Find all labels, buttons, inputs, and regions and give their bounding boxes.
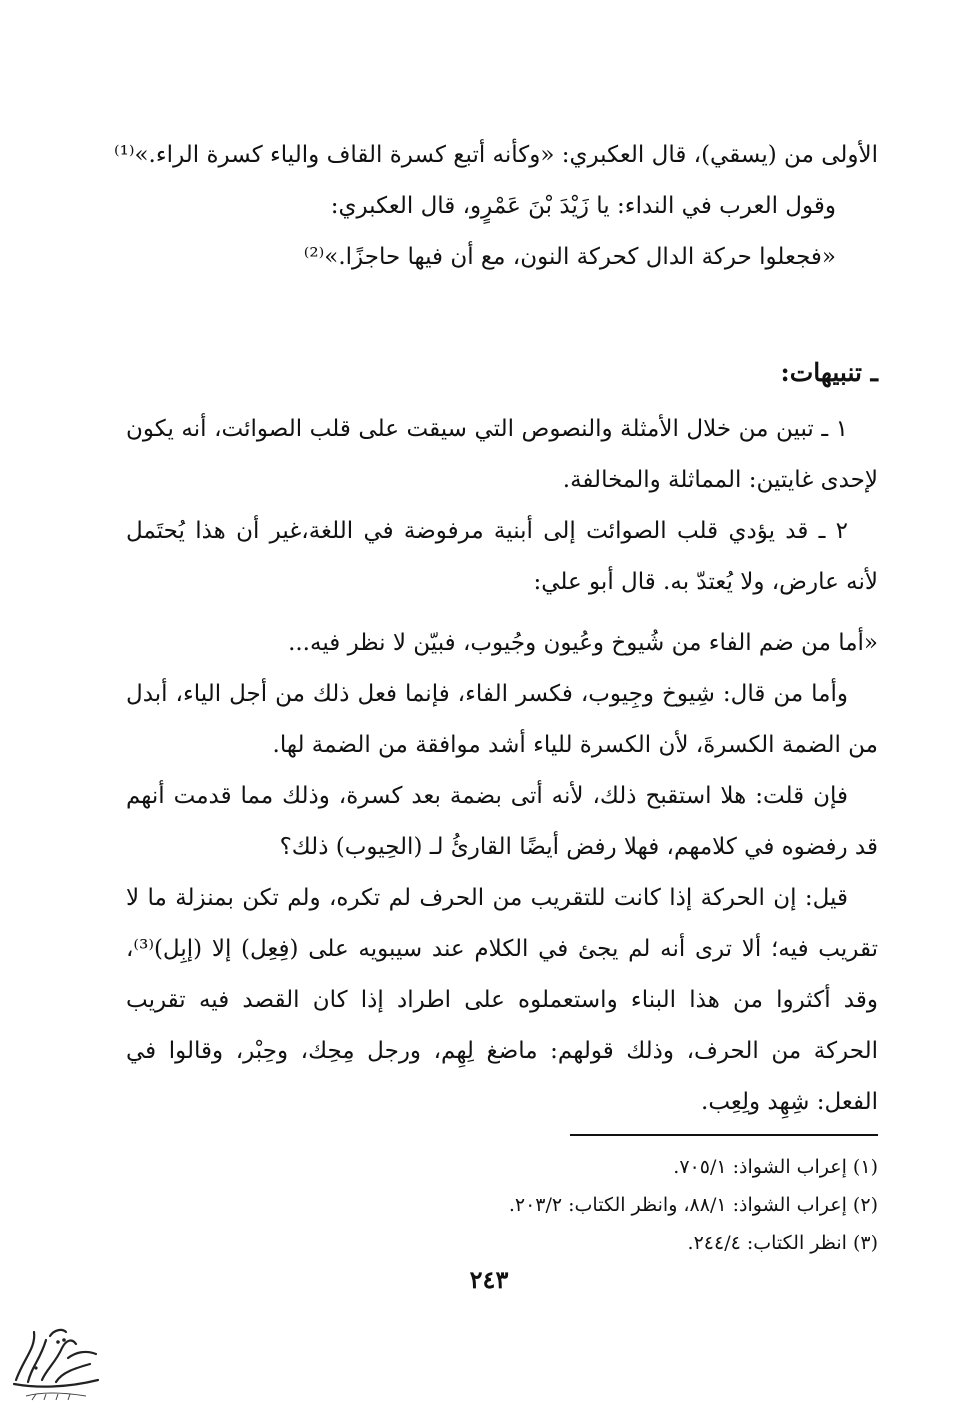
intro-line-2: وقول العرب في النداء: يا زَيْدَ بْنَ عَمْرٍو، قال العكبري: [330,193,836,219]
footnote-separator [570,1134,878,1136]
footnote-1: (١) إعراب الشواذ: ٧٠٥/١. [673,1156,878,1178]
paragraph-1: وأما من قال: شِيوخ وجِيوب، فكسر الفاء، فإنما فعل ذلك من أجل الياء، أبدل من الضمة الكسرةَ، لأن الكسرة للياء أشد موافقة من الضمة لها. [126,681,878,758]
footnotes [126,1148,878,1262]
calligraphic-stamp-icon [6,1318,104,1406]
paragraph-2: فإن قلت: هلا استقبح ذلك، لأنه أتى بضمة بعد كسرة، وذلك مما قدمت أنهم قد رفضوه في كلامهم، فهلا رفض أيضًا القارئُ لـ (الحِيوب) ذلك؟ [126,783,878,860]
quote-line: «أما من ضم الفاء من شُيوخ وعُيون وجُيوب، فبيّن لا نظر فيه... [288,630,878,656]
footnote-2: (٢) إعراب الشواذ: ٨٨/١، وانظر الكتاب: ٢٠٣/٢. [508,1194,878,1216]
paragraph-3: قيل: إن الحركة إذا كانت للتقريب من الحرف لم تكره، ولم تكن بمنزلة ما لا تقريب فيه؛ ألا ترى أنه لم يجئ في الكلام عند سيبويه على (فِعِل) إلا (إبِل)⁽³⁾، وقد أكثروا من هذا البناء واستعملوه على اطراد إذا كان القصد فيه تقريب الحركة من الحرف، وذلك قولهم: ماضغ لِهِم، ورجل مِحِك، وحِبْر، وقالوا في الفعل: شِهِد ولِعِب. [126,885,878,1115]
footnote-3: (٣) انظر الكتاب: ٢٤٤/٤. [687,1232,878,1254]
intro-line-1: الأولى من (يسقي)، قال العكبري: «وكأنه أتبع كسرة القاف والياء كسرة الراء.»⁽¹⁾ [113,142,878,168]
note-2: ٢ ـ قد يؤدي قلب الصوائت إلى أبنية مرفوضة في اللغة،غير أن هذا يُحتَمل لأنه عارض، ولا يُعتدّ به. قال أبو علي: [126,518,878,595]
intro-line-3: «فجعلوا حركة الدال كحركة النون، مع أن فيها حاجزًا.»⁽²⁾ [303,244,836,270]
page-body [113,130,878,1128]
note-1: ١ ـ تبين من خلال الأمثلة والنصوص التي سيقت على قلب الصوائت، أنه يكون لإحدى غايتين: المماثلة والمخالفة. [126,416,878,493]
page-number: ٢٤٣ [469,1265,509,1294]
section-heading: ـ تنبيهات: [780,358,878,387]
